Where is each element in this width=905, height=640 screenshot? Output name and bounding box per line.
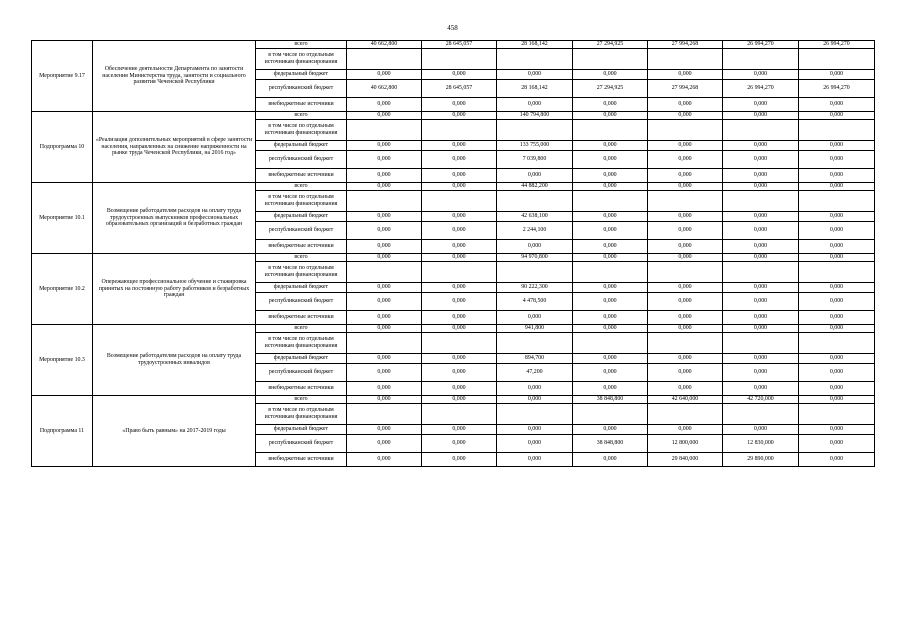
value-cell — [347, 120, 422, 141]
value-cell: 0,000 — [422, 151, 497, 169]
value-cell: 133 755,000 — [497, 141, 573, 151]
value-cell: 0,000 — [723, 98, 799, 112]
funding-source: республиканский бюджет — [256, 293, 347, 311]
value-cell: 0,000 — [799, 169, 875, 183]
value-cell: 29 890,000 — [723, 453, 799, 467]
table-row — [32, 183, 875, 191]
value-cell — [573, 404, 648, 425]
value-cell: 0,000 — [497, 382, 573, 396]
value-cell: 0,000 — [573, 141, 648, 151]
value-cell: 0,000 — [497, 169, 573, 183]
table-row — [32, 112, 875, 120]
value-cell — [723, 120, 799, 141]
value-cell: 27 294,925 — [573, 41, 648, 49]
value-cell: 0,000 — [573, 283, 648, 293]
value-cell: 0,000 — [573, 325, 648, 333]
value-cell: 4 478,500 — [497, 293, 573, 311]
value-cell: 42 640,000 — [648, 396, 723, 404]
value-cell: 0,000 — [497, 453, 573, 467]
value-cell — [573, 262, 648, 283]
value-cell — [799, 49, 875, 70]
value-cell — [347, 49, 422, 70]
value-cell: 0,000 — [422, 212, 497, 222]
value-cell: 894,700 — [497, 354, 573, 364]
value-cell — [347, 262, 422, 283]
section-name: Опережающее профессиональное обучение и стажировка принятых на постоянную работу работников и безработных граждан — [93, 254, 256, 325]
value-cell — [723, 49, 799, 70]
value-cell: 0,000 — [347, 364, 422, 382]
value-cell: 0,000 — [723, 141, 799, 151]
value-cell: 0,000 — [347, 293, 422, 311]
value-cell: 44 882,200 — [497, 183, 573, 191]
value-cell: 40 662,800 — [347, 80, 422, 98]
value-cell: 0,000 — [648, 283, 723, 293]
value-cell: 0,000 — [347, 183, 422, 191]
value-cell: 0,000 — [723, 169, 799, 183]
value-cell — [799, 404, 875, 425]
value-cell: 0,000 — [573, 364, 648, 382]
value-cell — [422, 262, 497, 283]
value-cell — [723, 191, 799, 212]
value-cell: 0,000 — [422, 254, 497, 262]
value-cell: 0,000 — [573, 354, 648, 364]
section-code: Мероприятие 9.17 — [32, 41, 93, 112]
value-cell: 0,000 — [347, 151, 422, 169]
value-cell: 0,000 — [799, 382, 875, 396]
value-cell: 0,000 — [648, 183, 723, 191]
funding-source: внебюджетные источники — [256, 240, 347, 254]
value-cell: 38 848,800 — [573, 435, 648, 453]
value-cell — [648, 333, 723, 354]
value-cell: 0,000 — [497, 70, 573, 80]
funding-source: в том числе по отдельным источникам финансирования — [256, 404, 347, 425]
value-cell — [799, 120, 875, 141]
table-row — [32, 254, 875, 262]
value-cell: 0,000 — [422, 141, 497, 151]
value-cell: 26 994,270 — [723, 41, 799, 49]
value-cell — [723, 404, 799, 425]
value-cell: 0,000 — [422, 354, 497, 364]
value-cell: 27 994,268 — [648, 80, 723, 98]
value-cell: 42 720,000 — [723, 396, 799, 404]
value-cell: 94 970,800 — [497, 254, 573, 262]
value-cell — [723, 333, 799, 354]
funding-source: республиканский бюджет — [256, 222, 347, 240]
value-cell: 0,000 — [422, 293, 497, 311]
value-cell: 0,000 — [422, 382, 497, 396]
value-cell: 0,000 — [347, 382, 422, 396]
value-cell: 0,000 — [573, 293, 648, 311]
value-cell: 0,000 — [573, 151, 648, 169]
funding-source: республиканский бюджет — [256, 151, 347, 169]
value-cell — [347, 191, 422, 212]
funding-source: внебюджетные источники — [256, 169, 347, 183]
value-cell: 0,000 — [799, 212, 875, 222]
value-cell: 0,000 — [799, 453, 875, 467]
value-cell: 0,000 — [799, 425, 875, 435]
section-code: Мероприятие 10.2 — [32, 254, 93, 325]
value-cell: 0,000 — [799, 283, 875, 293]
value-cell: 47,200 — [497, 364, 573, 382]
funding-source: в том числе по отдельным источникам финансирования — [256, 262, 347, 283]
value-cell: 12 800,000 — [648, 435, 723, 453]
value-cell: 0,000 — [648, 325, 723, 333]
value-cell: 0,000 — [422, 112, 497, 120]
section-code: Подпрограмма 11 — [32, 396, 93, 467]
funding-source: республиканский бюджет — [256, 80, 347, 98]
value-cell: 0,000 — [648, 70, 723, 80]
value-cell: 0,000 — [497, 311, 573, 325]
section-code: Мероприятие 10.1 — [32, 183, 93, 254]
value-cell: 42 638,100 — [497, 212, 573, 222]
value-cell — [497, 262, 573, 283]
value-cell: 0,000 — [422, 169, 497, 183]
value-cell — [497, 49, 573, 70]
value-cell: 0,000 — [799, 293, 875, 311]
funding-source: федеральный бюджет — [256, 212, 347, 222]
value-cell: 0,000 — [422, 240, 497, 254]
section-code: Мероприятие 10.3 — [32, 325, 93, 396]
value-cell: 28 645,057 — [422, 41, 497, 49]
value-cell: 0,000 — [799, 183, 875, 191]
funding-source: республиканский бюджет — [256, 435, 347, 453]
value-cell: 27 294,925 — [573, 80, 648, 98]
value-cell: 0,000 — [723, 283, 799, 293]
budget-table — [31, 40, 875, 467]
funding-source: федеральный бюджет — [256, 354, 347, 364]
funding-source: внебюджетные источники — [256, 382, 347, 396]
funding-source: федеральный бюджет — [256, 425, 347, 435]
value-cell: 0,000 — [648, 354, 723, 364]
value-cell — [347, 404, 422, 425]
value-cell: 0,000 — [573, 254, 648, 262]
value-cell: 0,000 — [648, 254, 723, 262]
value-cell: 0,000 — [648, 240, 723, 254]
value-cell: 0,000 — [799, 435, 875, 453]
value-cell: 0,000 — [723, 354, 799, 364]
value-cell — [648, 120, 723, 141]
value-cell — [799, 333, 875, 354]
value-cell: 0,000 — [347, 212, 422, 222]
value-cell — [497, 191, 573, 212]
funding-source: федеральный бюджет — [256, 70, 347, 80]
value-cell — [422, 404, 497, 425]
value-cell: 0,000 — [799, 240, 875, 254]
value-cell: 0,000 — [347, 435, 422, 453]
table-row — [32, 396, 875, 404]
value-cell: 0,000 — [497, 396, 573, 404]
value-cell: 0,000 — [723, 293, 799, 311]
funding-source: внебюджетные источники — [256, 98, 347, 112]
value-cell: 90 222,300 — [497, 283, 573, 293]
value-cell: 0,000 — [648, 151, 723, 169]
value-cell: 0,000 — [422, 311, 497, 325]
value-cell — [422, 120, 497, 141]
value-cell: 0,000 — [573, 183, 648, 191]
value-cell: 0,000 — [723, 183, 799, 191]
value-cell: 0,000 — [422, 283, 497, 293]
value-cell: 0,000 — [347, 453, 422, 467]
value-cell: 0,000 — [573, 311, 648, 325]
value-cell: 0,000 — [799, 311, 875, 325]
value-cell: 0,000 — [799, 70, 875, 80]
value-cell: 27 994,268 — [648, 41, 723, 49]
value-cell — [723, 262, 799, 283]
value-cell: 0,000 — [648, 212, 723, 222]
value-cell: 0,000 — [347, 222, 422, 240]
value-cell: 0,000 — [723, 364, 799, 382]
value-cell — [648, 404, 723, 425]
value-cell: 0,000 — [799, 141, 875, 151]
funding-source: в том числе по отдельным источникам финансирования — [256, 191, 347, 212]
value-cell: 0,000 — [723, 212, 799, 222]
value-cell: 0,000 — [723, 325, 799, 333]
value-cell: 140 794,800 — [497, 112, 573, 120]
value-cell: 0,000 — [422, 425, 497, 435]
value-cell: 28 168,142 — [497, 80, 573, 98]
value-cell — [799, 191, 875, 212]
value-cell: 0,000 — [799, 364, 875, 382]
value-cell: 0,000 — [497, 435, 573, 453]
value-cell: 0,000 — [347, 112, 422, 120]
funding-source: в том числе по отдельным источникам финансирования — [256, 120, 347, 141]
funding-source: внебюджетные источники — [256, 311, 347, 325]
funding-source: всего — [256, 254, 347, 262]
value-cell: 0,000 — [347, 325, 422, 333]
value-cell — [648, 262, 723, 283]
funding-source: федеральный бюджет — [256, 283, 347, 293]
funding-source: в том числе по отдельным источникам финансирования — [256, 49, 347, 70]
value-cell: 0,000 — [648, 141, 723, 151]
value-cell — [648, 191, 723, 212]
funding-source: всего — [256, 41, 347, 49]
value-cell: 26 994,270 — [799, 41, 875, 49]
value-cell: 0,000 — [723, 222, 799, 240]
value-cell: 0,000 — [799, 98, 875, 112]
value-cell: 0,000 — [347, 254, 422, 262]
value-cell: 0,000 — [723, 70, 799, 80]
value-cell: 0,000 — [347, 169, 422, 183]
value-cell: 12 830,000 — [723, 435, 799, 453]
value-cell: 28 645,057 — [422, 80, 497, 98]
section-name: «Реализация дополнительных мероприятий в сфере занятости населения, направленных на снижение напряженности на рынке труда Чеченской Республики, на 2016 год» — [93, 112, 256, 183]
value-cell: 0,000 — [347, 98, 422, 112]
value-cell: 0,000 — [648, 293, 723, 311]
funding-source: всего — [256, 396, 347, 404]
value-cell: 0,000 — [723, 311, 799, 325]
value-cell: 38 848,800 — [573, 396, 648, 404]
value-cell: 0,000 — [799, 112, 875, 120]
value-cell: 0,000 — [497, 425, 573, 435]
section-name: Возмещение работодателям расходов на оплату труда трудоустроенных инвалидов — [93, 325, 256, 396]
value-cell: 0,000 — [799, 222, 875, 240]
section-name: Возмещение работодателям расходов на оплату труда трудоустроенных выпускников профессиональных образовательных организаций и безработных граждан — [93, 183, 256, 254]
value-cell: 0,000 — [648, 112, 723, 120]
value-cell: 29 840,000 — [648, 453, 723, 467]
value-cell: 2 244,100 — [497, 222, 573, 240]
value-cell: 0,000 — [347, 283, 422, 293]
value-cell: 7 039,800 — [497, 151, 573, 169]
value-cell: 0,000 — [799, 325, 875, 333]
value-cell: 941,800 — [497, 325, 573, 333]
value-cell: 0,000 — [347, 311, 422, 325]
value-cell: 0,000 — [422, 325, 497, 333]
page-number: 458 — [447, 24, 458, 32]
value-cell — [573, 120, 648, 141]
value-cell: 0,000 — [799, 254, 875, 262]
value-cell: 0,000 — [573, 453, 648, 467]
funding-source: внебюджетные источники — [256, 453, 347, 467]
value-cell: 0,000 — [573, 70, 648, 80]
value-cell: 0,000 — [347, 425, 422, 435]
value-cell: 0,000 — [723, 382, 799, 396]
funding-source: республиканский бюджет — [256, 364, 347, 382]
funding-source: всего — [256, 112, 347, 120]
value-cell — [648, 49, 723, 70]
value-cell: 0,000 — [573, 112, 648, 120]
value-cell: 0,000 — [422, 98, 497, 112]
value-cell: 0,000 — [723, 151, 799, 169]
value-cell: 0,000 — [723, 240, 799, 254]
value-cell: 0,000 — [573, 222, 648, 240]
value-cell — [573, 333, 648, 354]
value-cell: 0,000 — [422, 364, 497, 382]
funding-source: всего — [256, 183, 347, 191]
value-cell: 28 168,142 — [497, 41, 573, 49]
value-cell: 0,000 — [422, 453, 497, 467]
value-cell — [347, 333, 422, 354]
funding-source: всего — [256, 325, 347, 333]
value-cell: 26 994,270 — [799, 80, 875, 98]
section-name: Обеспечение деятельности Департамента по занятости населения Министерства труда, занятости и социального развития Чеченской Республики — [93, 41, 256, 112]
value-cell: 0,000 — [648, 425, 723, 435]
section-code: Подпрограмма 10 — [32, 112, 93, 183]
value-cell: 0,000 — [573, 98, 648, 112]
section-name: «Право быть равным» на 2017-2019 годы — [93, 396, 256, 467]
value-cell — [422, 49, 497, 70]
value-cell: 0,000 — [422, 222, 497, 240]
value-cell: 0,000 — [723, 425, 799, 435]
value-cell — [422, 333, 497, 354]
value-cell: 0,000 — [422, 435, 497, 453]
table-row — [32, 41, 875, 49]
value-cell — [422, 191, 497, 212]
value-cell: 26 994,270 — [723, 80, 799, 98]
value-cell: 0,000 — [799, 354, 875, 364]
value-cell: 0,000 — [497, 98, 573, 112]
value-cell: 0,000 — [573, 425, 648, 435]
value-cell: 0,000 — [799, 151, 875, 169]
value-cell: 0,000 — [422, 396, 497, 404]
value-cell — [497, 120, 573, 141]
value-cell: 0,000 — [347, 240, 422, 254]
value-cell: 0,000 — [347, 396, 422, 404]
value-cell: 0,000 — [347, 354, 422, 364]
value-cell: 0,000 — [573, 240, 648, 254]
value-cell: 0,000 — [648, 169, 723, 183]
value-cell: 0,000 — [723, 254, 799, 262]
value-cell: 40 662,800 — [347, 41, 422, 49]
value-cell: 0,000 — [723, 112, 799, 120]
value-cell: 0,000 — [648, 311, 723, 325]
value-cell: 0,000 — [573, 212, 648, 222]
value-cell: 0,000 — [648, 222, 723, 240]
funding-source: федеральный бюджет — [256, 141, 347, 151]
value-cell: 0,000 — [648, 98, 723, 112]
value-cell: 0,000 — [573, 169, 648, 183]
funding-source: в том числе по отдельным источникам финансирования — [256, 333, 347, 354]
table-row — [32, 325, 875, 333]
value-cell: 0,000 — [573, 382, 648, 396]
value-cell — [799, 262, 875, 283]
value-cell: 0,000 — [347, 141, 422, 151]
value-cell: 0,000 — [422, 183, 497, 191]
value-cell — [497, 333, 573, 354]
value-cell — [573, 191, 648, 212]
value-cell: 0,000 — [347, 70, 422, 80]
value-cell — [497, 404, 573, 425]
value-cell: 0,000 — [648, 382, 723, 396]
value-cell: 0,000 — [799, 396, 875, 404]
value-cell: 0,000 — [422, 70, 497, 80]
value-cell — [573, 49, 648, 70]
value-cell: 0,000 — [497, 240, 573, 254]
value-cell: 0,000 — [648, 364, 723, 382]
